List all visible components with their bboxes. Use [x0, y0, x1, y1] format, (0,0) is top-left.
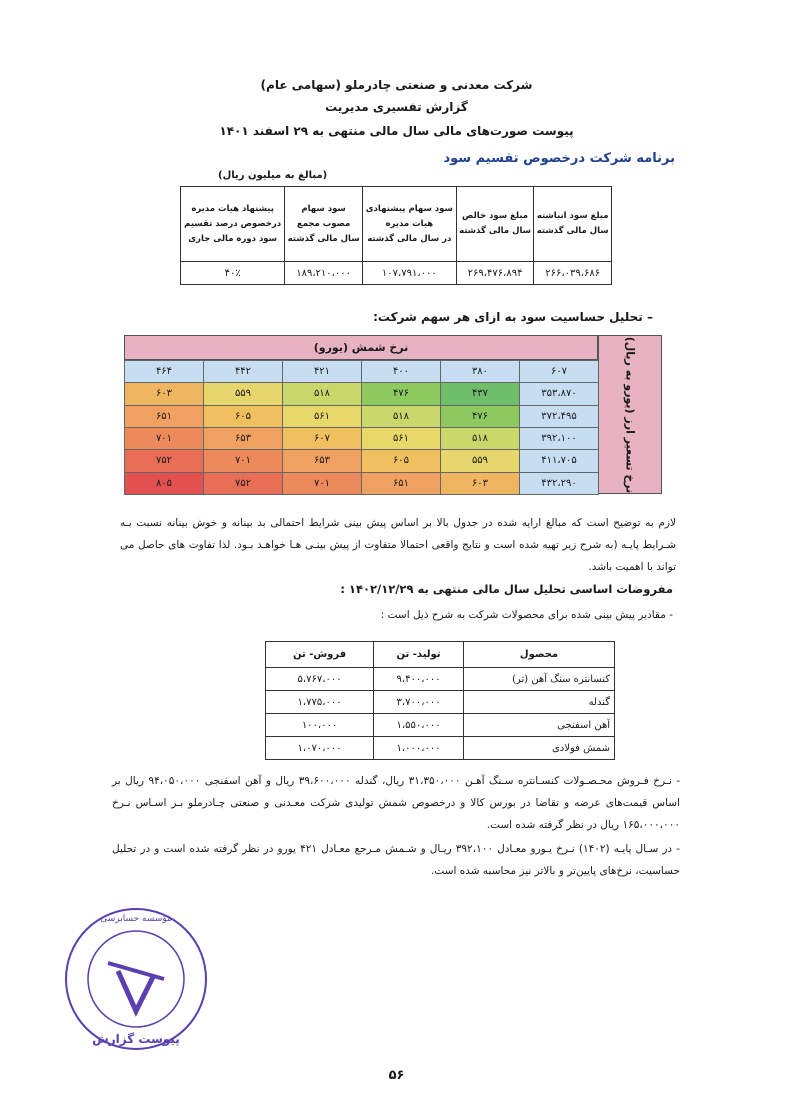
eps-cell: ۷۵۲: [203, 472, 283, 495]
production-row: [266, 691, 615, 714]
dividend-header-0: [534, 187, 612, 262]
sensitivity-title: – تحلیل حساسیت سود به ازای هر سهم شرکت:: [373, 310, 653, 324]
company-name: شرکت معدنی و صنعتی چادرملو (سهامی عام): [260, 78, 533, 92]
eps-cell: ۵۱۸: [361, 405, 441, 428]
production-header-2: فروش- تن: [266, 642, 374, 668]
production-tons: ۱،۰۰۰،۰۰۰: [374, 737, 464, 760]
eps-cell: ۶۰۷: [282, 427, 362, 450]
dividend-header-line: سال مالی گذشته: [287, 233, 360, 244]
dividend-header-line: هیات مدیره: [385, 218, 434, 229]
fx-rate-header: ۳۷۲،۴۹۵: [519, 405, 599, 428]
auditor-stamp: [62, 905, 210, 1053]
production-header-1: تولید- تن: [374, 642, 464, 668]
eps-cell: ۶۵۱: [124, 405, 204, 428]
eps-cell: ۵۶۱: [361, 427, 441, 450]
production-header-row: [266, 642, 615, 668]
stamp-ring-text: مؤسسه حسابرسی: [100, 914, 172, 924]
production-tons: ۱،۵۵۰،۰۰۰: [374, 714, 464, 737]
dividend-header-line: سود سهام: [301, 203, 346, 214]
eps-cell: ۶۵۱: [361, 472, 441, 495]
dividend-value-4: ۴۰٪: [181, 262, 285, 285]
dividend-header-1: [456, 187, 534, 262]
production-tons: ۹،۴۰۰،۰۰۰: [374, 668, 464, 691]
eps-cell: ۶۰۵: [203, 405, 283, 428]
eps-cell: ۶۰۳: [124, 382, 204, 405]
eps-cell: ۸۰۵: [124, 472, 204, 495]
product-name: کنسانتره سنگ آهن (تر): [464, 668, 615, 691]
fx-rate-axis-label: نرخ تسعیر ارز (یورو به ریال): [623, 336, 637, 493]
sensitivity-note: لازم به توضیح است که مبالغ ارایه شده در جدول بالا بر اساس پیش بینی شرایط احتمالی بد بینانه و خوش بینانه نسبت بـه شـرایط پایـه (به شرح زیر تهیه شده است و نتایج واقعی احتمالا متفاوت از پیش بینـی هـا خواهـد بـود. لذا تفاوت های حاصل می تواند با اهمیت باشد.: [120, 517, 676, 573]
dividend-header-line: سال مالی گذشته: [459, 226, 531, 236]
eps-cell: ۶۰۳: [440, 472, 520, 495]
dividend-value-2: ۱۰۷،۷۹۱،۰۰۰: [362, 262, 456, 285]
dividend-value-0: ۲۶۶،۰۳۹،۶۸۶: [534, 262, 612, 285]
assumptions-title: مفروضات اساسی تحلیل سال مالی منتهی به ۱۴۰۲/۱۲/۲۹ :: [340, 582, 673, 596]
fx-rate-header: ۴۳۲،۲۹۰: [519, 472, 599, 495]
production-row: [266, 668, 615, 691]
report-period: پیوست صورت‌های مالی سال مالی منتهی به ۲۹ اسفند ۱۴۰۱: [219, 124, 574, 138]
stamp-label: پیوست گزارش: [92, 1032, 180, 1046]
eps-cell: ۴۳۷: [440, 382, 520, 405]
eps-cell: ۴۷۶: [361, 382, 441, 405]
metal-rate-header: ۴۲۱: [282, 360, 362, 383]
metal-rate-axis-label: نرخ شمش (یورو): [124, 335, 598, 360]
dividend-header-line: مصوب مجمع: [296, 218, 351, 229]
eps-cell: ۷۰۱: [124, 427, 204, 450]
dividend-value-1: ۲۶۹،۴۷۶،۸۹۴: [456, 262, 534, 285]
dividend-header-row: [181, 187, 612, 262]
metal-rate-header: ۴۶۴: [124, 360, 204, 383]
production-table: [265, 641, 615, 760]
production-tons: ۳،۷۰۰،۰۰۰: [374, 691, 464, 714]
dividend-header-4: [181, 187, 285, 262]
fx-rate-axis-cell: [598, 335, 662, 494]
dividend-section-title: برنامه شرکت درخصوص تقسیم سود: [443, 151, 675, 166]
dividend-header-line: سود دوره مالی جاری: [188, 233, 277, 244]
eps-cell: ۵۶۱: [282, 405, 362, 428]
dividend-header-3: [285, 187, 363, 262]
eps-cell: ۶۵۳: [282, 449, 362, 472]
dividend-header-line: مبلغ سود انباشته: [536, 211, 609, 221]
product-name: آهن اسفنجی: [464, 714, 615, 737]
metal-rate-header: ۴۴۲: [203, 360, 283, 383]
report-title: گزارش تفسیری مدیریت: [325, 100, 468, 114]
product-name: شمش فولادی: [464, 737, 615, 760]
dividend-header-line: درخصوص درصد تقسیم: [184, 218, 282, 229]
dividend-table: [180, 186, 612, 285]
product-name: گندله: [464, 691, 615, 714]
base-year-paragraph: - در سـال پایـه (۱۴۰۲) نـرخ یـورو معـادل ۳۹۲،۱۰۰ ریـال و شـمش مـرجع معـادل ۴۲۱ یورو در نظر گرفته شده است و در تحلیل حساسیت، نرخ‌های پایین‌تر و بالاتر نیز محاسبه شده است.: [112, 843, 681, 877]
metal-rate-header: ۴۰۰: [361, 360, 441, 383]
production-row: [266, 737, 615, 760]
production-row: [266, 714, 615, 737]
eps-cell: ۵۱۸: [440, 427, 520, 450]
dividend-header-line: مبلغ سود خالص: [461, 211, 529, 221]
dividend-value-row: [181, 262, 612, 285]
sales-tons: ۱،۰۷۰،۰۰۰: [266, 737, 374, 760]
sales-tons: ۱،۷۷۵،۰۰۰: [266, 691, 374, 714]
fx-rate-header: ۳۹۲،۱۰۰: [519, 427, 599, 450]
production-header-0: محصول: [464, 642, 615, 668]
eps-cell: ۶۰۵: [361, 449, 441, 472]
assumptions-intro: - مقادیر پیش بینی شده برای محصولات شرکت به شرح ذیل است :: [380, 609, 673, 621]
metal-rate-header: ۳۸۰: [440, 360, 520, 383]
dividend-unit-note: (مبالغ به میلیون ریال): [218, 170, 328, 181]
sensitivity-corner-cell: ۶۰۷: [519, 360, 599, 383]
eps-cell: ۷۰۱: [282, 472, 362, 495]
dividend-header-line: پیشنهاد هیات مدیره: [191, 203, 274, 214]
fx-rate-header: ۴۱۱،۷۰۵: [519, 449, 599, 472]
sales-tons: ۱۰۰،۰۰۰: [266, 714, 374, 737]
fx-rate-header: ۳۵۳،۸۷۰: [519, 382, 599, 405]
eps-cell: ۶۵۳: [203, 427, 283, 450]
eps-cell: ۷۵۲: [124, 449, 204, 472]
dividend-header-line: سال مالی گذشته: [536, 226, 609, 236]
eps-cell: ۵۵۹: [440, 449, 520, 472]
dividend-value-3: ۱۸۹،۲۱۰،۰۰۰: [285, 262, 363, 285]
sales-rate-paragraph: - نـرخ فـروش محـصـولات کنسـانتره سـنگ آهـن ۳۱،۳۵۰،۰۰۰ ریال، گندله ۳۹،۶۰۰،۰۰۰ ریال و آهن اسفنجی ۹۴،۰۵۰،۰۰۰ ریال بر اساس قیمت‌های عرضه و تقاضا در بورس کالا و درخصوص شمش تولیدی شرکت معـدنی و صنعتی چـادرملو بـر اسـاس نـرخ ۱۶۵،۰۰۰،۰۰۰ ریال در نظر گرفته شده است.: [112, 775, 680, 831]
dividend-header-line: در سال مالی گذشته: [367, 233, 452, 244]
eps-cell: ۷۰۱: [203, 449, 283, 472]
sensitivity-grid: [124, 360, 598, 494]
eps-cell: ۵۵۹: [203, 382, 283, 405]
sensitivity-table: [124, 335, 662, 494]
eps-cell: ۵۱۸: [282, 382, 362, 405]
sales-tons: ۵،۷۶۷،۰۰۰: [266, 668, 374, 691]
page-number: ۵۶: [388, 1068, 405, 1083]
eps-cell: ۴۷۶: [440, 405, 520, 428]
dividend-header-2: [362, 187, 456, 262]
dividend-header-line: سود سهام پیشنهادی: [365, 203, 453, 214]
